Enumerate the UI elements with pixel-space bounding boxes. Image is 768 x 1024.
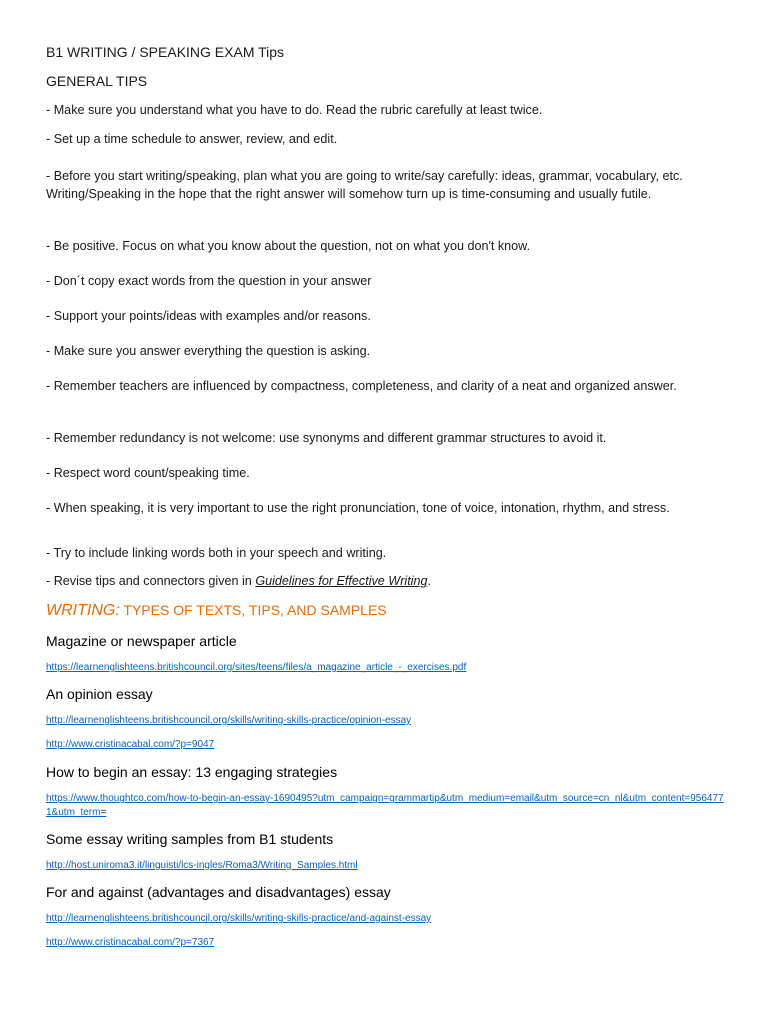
for-against-link-2[interactable]: http://www.cristinacabal.com/?p=7367 [46, 937, 215, 948]
tip-read-rubric: - Make sure you understand what you have to do. Read the rubric carefully at least twice. [46, 103, 543, 117]
tip-be-positive: - Be positive. Focus on what you know about the question, not on what you don't know. [46, 239, 531, 253]
begin-essay-link-tail: = [100, 807, 107, 818]
begin-essay-heading: How to begin an essay: 13 engaging strategies [46, 764, 338, 780]
revise-suffix: . [427, 574, 431, 588]
writing-subtitle: TYPES OF TEXTS, TIPS, AND SAMPLES [123, 602, 387, 618]
document-title: B1 WRITING / SPEAKING EXAM Tips [46, 44, 285, 60]
tip-dont-copy: - Don´t copy exact words from the question in your answer [46, 274, 372, 288]
begin-essay-link[interactable]: https://www.thoughtco.com/how-to-begin-an-essay-1690495?utm_campaign=grammartip&utm_medium=email&utm_source=cn_nl&utm_content=9564771&utm_term [46, 793, 724, 818]
tip-linking-words: - Try to include linking words both in your speech and writing. [46, 546, 387, 560]
essay-samples-link[interactable]: http://host.uniroma3.it/linguisti/lcs-ingles/Roma3/Writing_Samples.html [46, 860, 358, 871]
tip-compactness: - Remember teachers are influenced by compactness, completeness, and clarity of a neat and organized answer. [46, 379, 677, 393]
tip-redundancy: - Remember redundancy is not welcome: use synonyms and different grammar structures to avoid it. [46, 431, 607, 445]
writing-label: WRITING: [46, 602, 120, 619]
guidelines-link[interactable]: Guidelines for Effective Writing [255, 574, 428, 588]
for-against-heading: For and against (advantages and disadvantages) essay [46, 884, 391, 900]
opinion-essay-link-2[interactable]: http://www.cristinacabal.com/?p=9047 [46, 739, 215, 750]
opinion-essay-heading: An opinion essay [46, 686, 153, 702]
essay-samples-heading: Some essay writing samples from B1 students [46, 831, 334, 847]
general-tips-heading: GENERAL TIPS [46, 73, 148, 89]
tip-answer-everything: - Make sure you answer everything the question is asking. [46, 344, 371, 358]
tip-revise-guidelines [46, 572, 726, 590]
magazine-article-link[interactable]: https://learnenglishteens.britishcouncil.org/sites/teens/files/a_magazine_article_-_exercises.pdf [46, 662, 467, 673]
tip-plan-first: - Before you start writing/speaking, plan what you are going to write/say carefully: ideas, grammar, vocabulary, etc. Writing/Speaking in the hope that the right answer will somehow turn up is time-consuming and usually futile. [46, 169, 683, 201]
tip-word-count: - Respect word count/speaking time. [46, 466, 250, 480]
tip-support-ideas: - Support your points/ideas with examples and/or reasons. [46, 309, 371, 323]
opinion-essay-link-1[interactable]: http://learnenglishteens.britishcouncil.org/skills/writing-skills-practice/opinion-essay [46, 715, 412, 726]
magazine-article-heading: Magazine or newspaper article [46, 633, 237, 649]
begin-essay-link-wrap [46, 792, 726, 820]
writing-section-heading [46, 602, 726, 620]
tip-pronunciation: - When speaking, it is very important to use the right pronunciation, tone of voice, intonation, rhythm, and stress. [46, 501, 670, 515]
for-against-link-1[interactable]: http://learnenglishteens.britishcouncil.org/skills/writing-skills-practice/and-against-essay [46, 913, 432, 924]
tip-time-schedule: - Set up a time schedule to answer, review, and edit. [46, 132, 338, 146]
revise-prefix: - Revise tips and connectors given in [46, 574, 256, 588]
